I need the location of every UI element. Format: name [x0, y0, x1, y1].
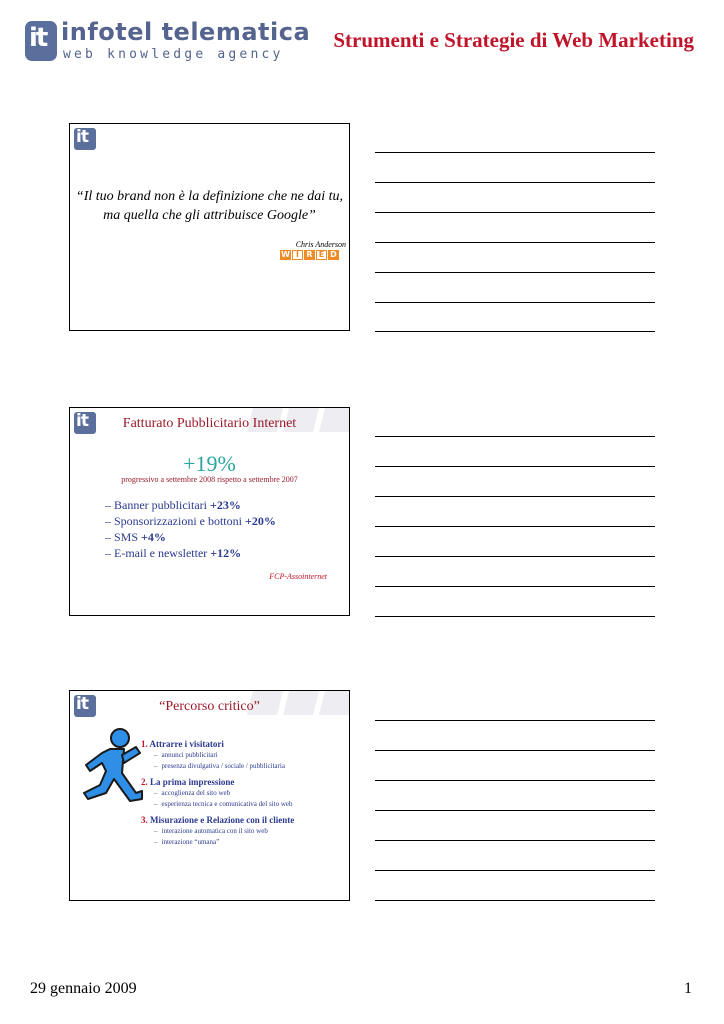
- wired-letter: I: [292, 250, 303, 260]
- growth-list: [105, 497, 276, 561]
- headline-growth: +19%: [183, 451, 236, 476]
- wired-letter: W: [281, 250, 290, 259]
- quote-line-1: “Il tuo brand non è la definizione che ne dai tu,: [75, 189, 344, 204]
- step-sub-item: – interazione automatica con il sito web: [154, 827, 268, 835]
- list-item: – Banner pubblicitari +23%: [105, 498, 241, 512]
- it-logo-icon: it: [74, 412, 96, 434]
- step-item: 1. Attrarre i visitatori – annunci pubblicitari – presenza divulgativa / sociale / pubblicitaria: [141, 738, 294, 772]
- wired-letter: D: [328, 250, 339, 260]
- brand-quote: [70, 187, 349, 225]
- step-sub-item: – esperienza tecnica e comunicativa del sito web: [154, 800, 293, 808]
- wired-letter: R: [304, 250, 315, 260]
- step-item: 3. Misurazione e Relazione con il cliente – interazione automatica con il sito web – interazione “umana”: [141, 815, 295, 846]
- slide-3: [69, 690, 350, 901]
- running-man-icon: [80, 727, 144, 811]
- slide-2: [69, 407, 350, 616]
- critical-path-steps: [141, 738, 294, 852]
- headline-subtitle: progressivo a settembre 2008 rispetto a settembre 2007: [121, 475, 298, 484]
- quote-line-2: ma quella che gli attribuisce Google”: [103, 208, 316, 223]
- it-logo-icon: it: [25, 21, 57, 61]
- slide-title: “Percorso critico”: [159, 699, 260, 714]
- slide-1: [69, 123, 350, 331]
- step-sub-item: – accoglienza del sito web: [154, 789, 231, 797]
- list-item: – SMS +4%: [105, 530, 166, 544]
- document-title: Strumenti e Strategie di Web Marketing: [333, 28, 694, 52]
- footer-date: 29 gennaio 2009: [30, 980, 137, 997]
- it-logo-icon: it: [74, 695, 96, 717]
- company-name: infotel telematica: [61, 18, 311, 46]
- company-logo: [25, 18, 311, 68]
- step-item: 2. La prima impressione – accoglienza del sito web – esperienza tecnica e comunicativa del sito web: [141, 777, 293, 808]
- quote-author: Chris Anderson: [295, 240, 346, 249]
- slide-title: Fatturato Pubblicitario Internet: [122, 416, 297, 431]
- it-logo-icon: it: [74, 128, 96, 150]
- list-item: – Sponsorizzazioni e bottoni +20%: [105, 514, 276, 528]
- company-tagline: web knowledge agency: [63, 47, 284, 62]
- step-sub-item: – annunci pubblicitari: [154, 751, 218, 759]
- list-item: – E-mail e newsletter +12%: [105, 546, 242, 560]
- wired-letter: E: [316, 250, 327, 260]
- data-source: FCP-Assointernet: [269, 572, 327, 581]
- page-number: 1: [684, 980, 692, 997]
- wired-logo: [280, 250, 339, 260]
- step-sub-item: – interazione “umana”: [154, 838, 220, 846]
- step-sub-item: – presenza divulgativa / sociale / pubblicitaria: [154, 762, 285, 770]
